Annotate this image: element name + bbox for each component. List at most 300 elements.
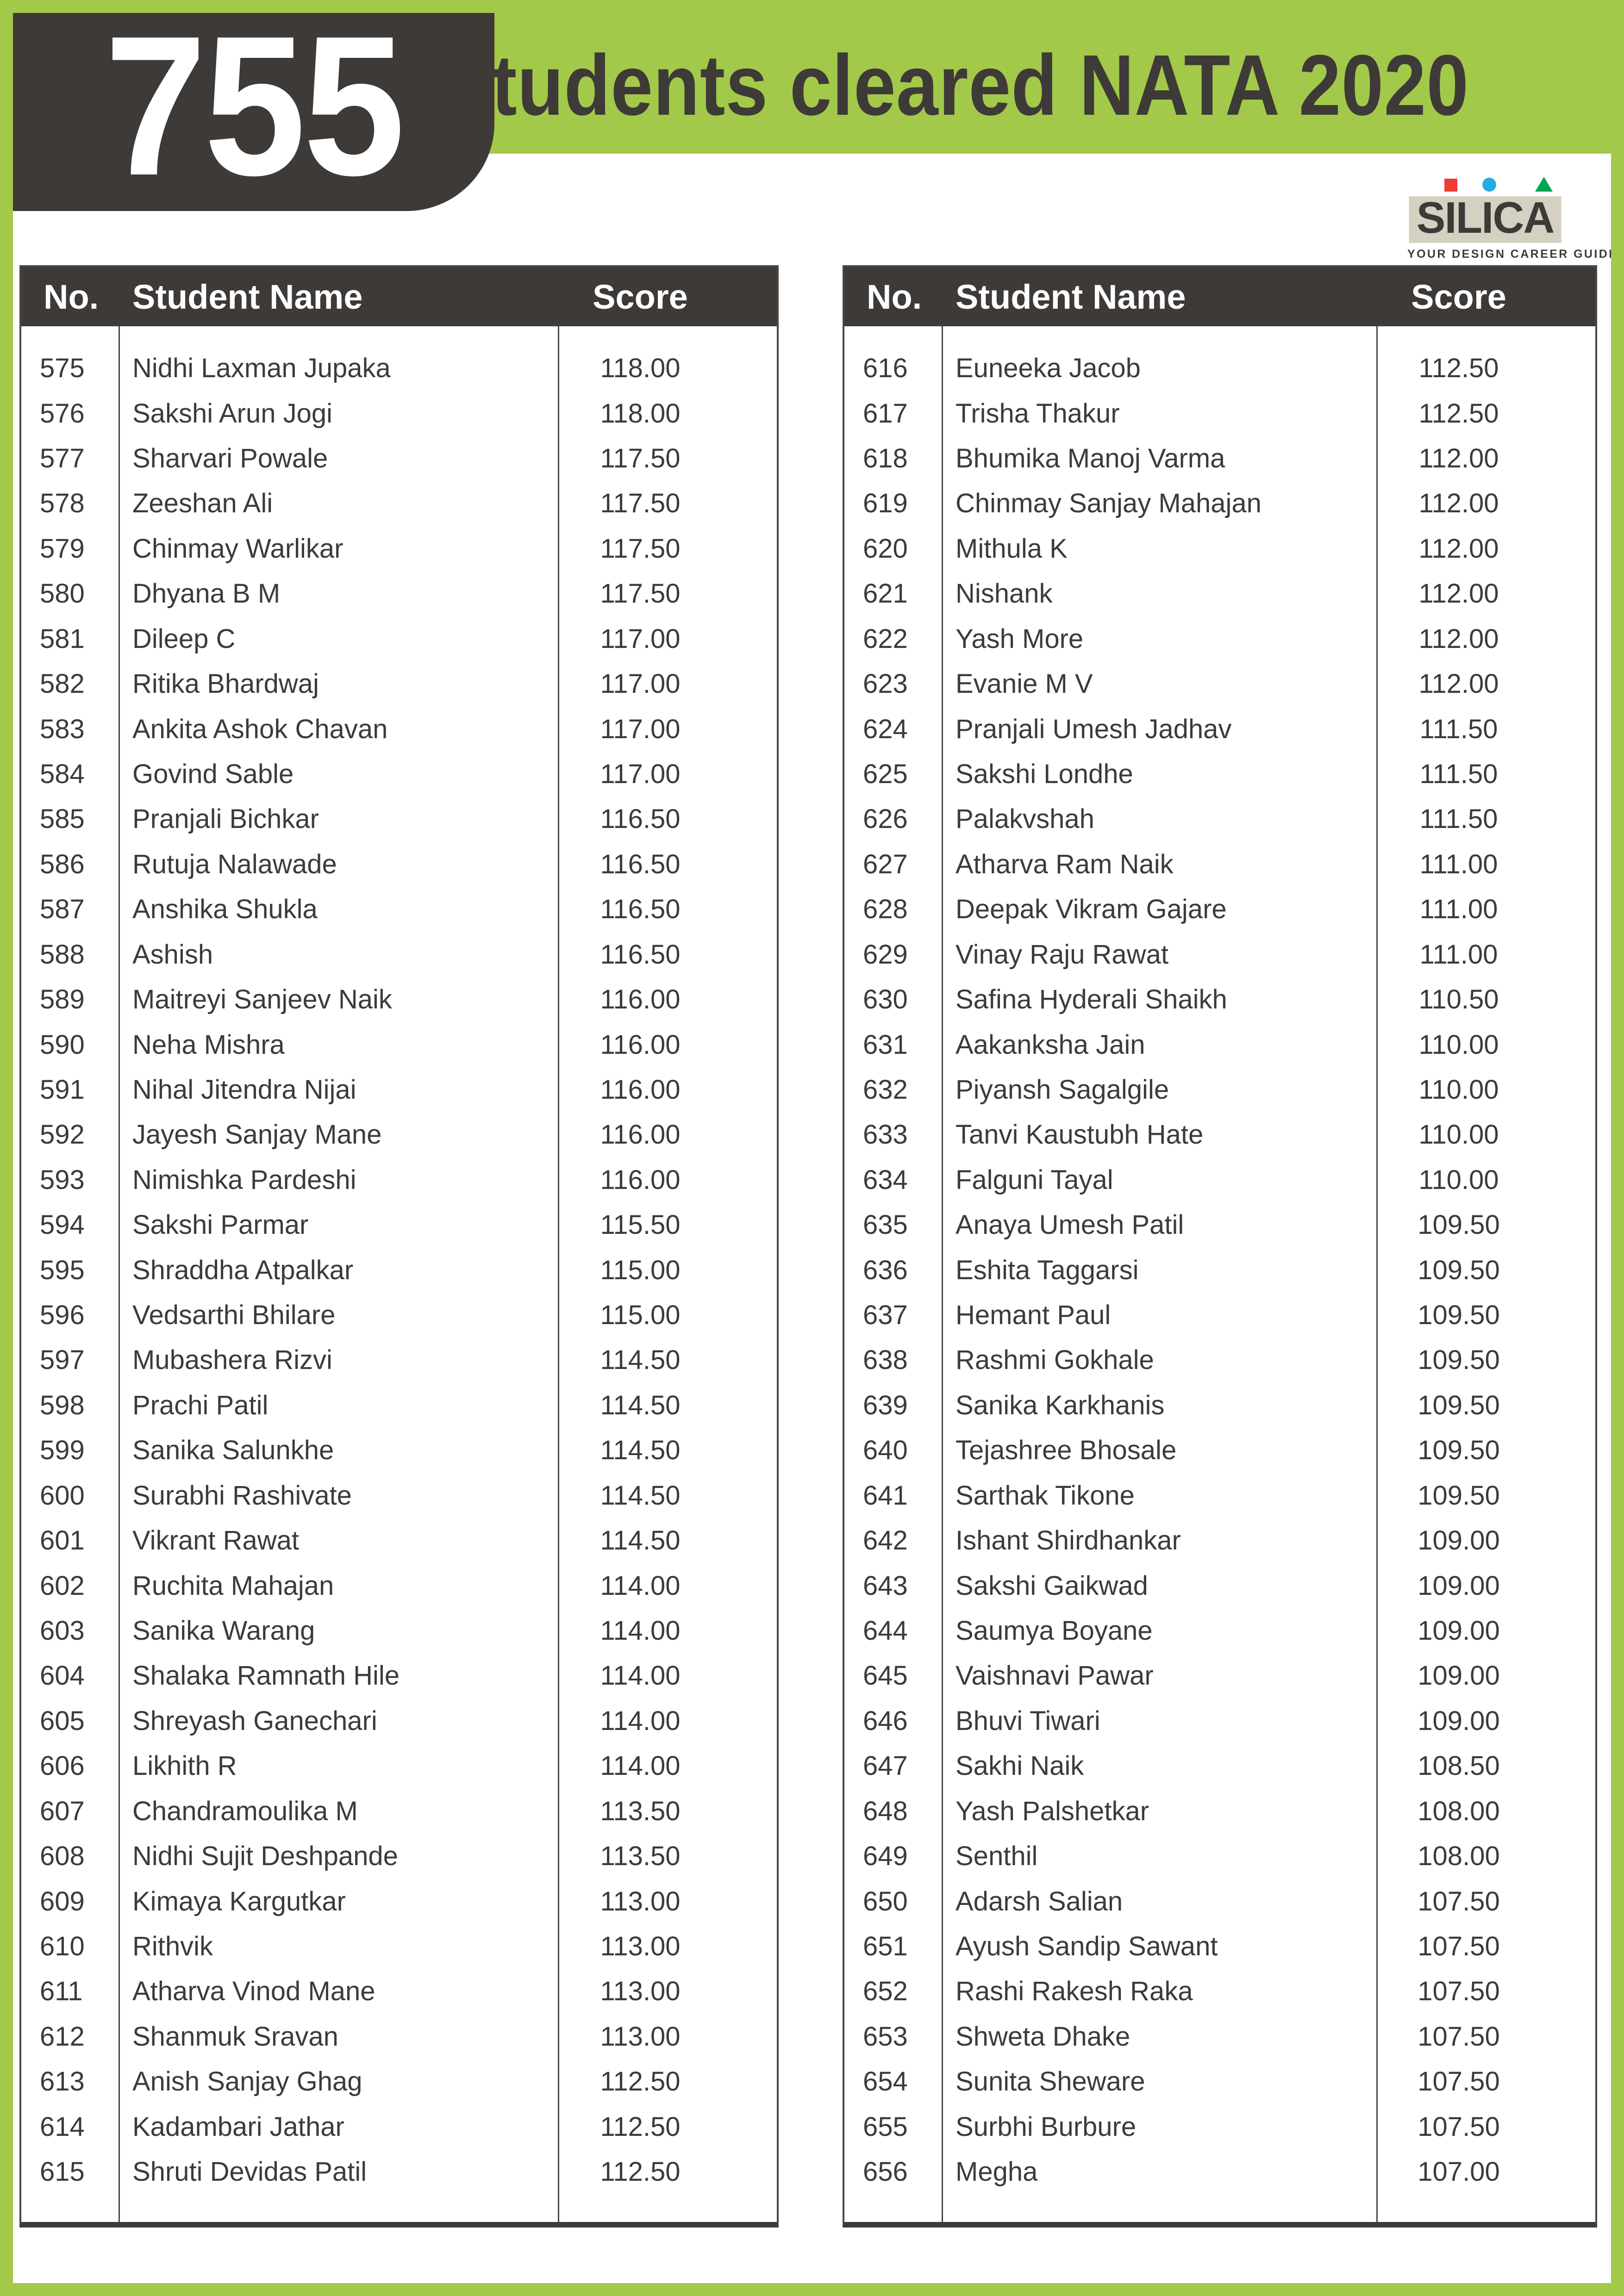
row-number: 635: [863, 1210, 908, 1240]
row-student-name: Vaishnavi Pawar: [956, 1661, 1154, 1691]
row-number: 656: [863, 2157, 908, 2187]
table-row: [21, 1022, 777, 1067]
row-score: 110.00: [1418, 1120, 1499, 1150]
table-row: [21, 1293, 777, 1338]
row-score: 109.00: [1418, 1525, 1500, 1556]
row-student-name: Vinay Raju Rawat: [956, 939, 1168, 970]
row-student-name: Aakanksha Jain: [956, 1029, 1145, 1060]
row-number: 618: [863, 443, 908, 474]
row-score: 117.00: [600, 669, 681, 699]
row-student-name: Nimishka Pardeshi: [132, 1164, 356, 1195]
row-number: 600: [40, 1480, 85, 1511]
row-student-name: Shalaka Ramnath Hile: [132, 1661, 400, 1691]
row-score: 109.00: [1418, 1661, 1500, 1691]
row-score: 110.00: [1418, 1074, 1499, 1105]
row-student-name: Vedsarthi Bhilare: [132, 1300, 336, 1331]
row-student-name: Pranjali Umesh Jadhav: [956, 714, 1232, 744]
row-student-name: Surabhi Rashivate: [132, 1480, 352, 1511]
row-number: 619: [863, 488, 908, 519]
row-number: 611: [40, 1976, 83, 2007]
row-score: 112.00: [1418, 669, 1499, 699]
row-number: 607: [40, 1796, 85, 1826]
logo-marks: [1407, 177, 1563, 193]
table-row: [844, 1789, 1595, 1834]
table-row: [844, 1879, 1595, 1923]
table-row: [21, 1112, 777, 1157]
row-number: 583: [40, 714, 85, 744]
table-row: [21, 436, 777, 481]
row-number: 623: [863, 669, 908, 699]
row-score: 116.50: [600, 849, 681, 879]
row-student-name: Pranjali Bichkar: [132, 804, 319, 834]
row-student-name: Surbhi Burbure: [956, 2111, 1137, 2142]
table-row: [844, 1383, 1595, 1428]
row-student-name: Sanika Karkhanis: [956, 1390, 1165, 1420]
row-score: 112.50: [1418, 353, 1499, 384]
table-row: [844, 571, 1595, 616]
table-row: [21, 2014, 777, 2059]
table-body: [844, 326, 1595, 2222]
row-number: 612: [40, 2021, 85, 2052]
column-header-no: No.: [44, 277, 99, 316]
row-score: 107.50: [1418, 2021, 1500, 2052]
page-title: Students cleared NATA 2020: [441, 37, 1469, 133]
table-row: [21, 1157, 777, 1202]
row-number: 584: [40, 759, 85, 789]
row-student-name: Neha Mishra: [132, 1029, 285, 1060]
row-score: 117.50: [600, 579, 681, 609]
row-number: 606: [40, 1751, 85, 1781]
row-score: 116.00: [600, 1164, 681, 1195]
row-number: 587: [40, 894, 85, 925]
row-score: 116.50: [600, 894, 681, 925]
row-student-name: Shreyash Ganechari: [132, 1705, 377, 1736]
row-number: 577: [40, 443, 85, 474]
table-row: [21, 1563, 777, 1608]
row-student-name: Tejashree Bhosale: [956, 1435, 1177, 1466]
row-score: 114.50: [600, 1435, 681, 1466]
row-student-name: Bhuvi Tiwari: [956, 1705, 1100, 1736]
row-number: 625: [863, 759, 908, 789]
row-student-name: Kimaya Kargutkar: [132, 1886, 346, 1916]
table-row: [21, 796, 777, 841]
row-number: 636: [863, 1255, 908, 1285]
row-student-name: Anish Sanjay Ghag: [132, 2066, 362, 2097]
row-student-name: Sharvari Powale: [132, 443, 328, 474]
row-student-name: Kadambari Jathar: [132, 2111, 344, 2142]
row-student-name: Adarsh Salian: [956, 1886, 1123, 1916]
row-student-name: Ankita Ashok Chavan: [132, 714, 388, 744]
table-row: [21, 346, 777, 391]
row-score: 108.00: [1418, 1841, 1500, 1872]
row-score: 109.50: [1418, 1300, 1500, 1331]
row-score: 107.50: [1418, 1976, 1500, 2007]
row-score: 109.50: [1418, 1480, 1500, 1511]
row-number: 593: [40, 1164, 85, 1195]
row-student-name: Mithula K: [956, 533, 1068, 564]
table-row: [21, 1202, 777, 1247]
row-number: 592: [40, 1120, 85, 1150]
row-score: 116.00: [600, 1074, 681, 1105]
row-student-name: Trisha Thakur: [956, 398, 1120, 429]
table-row: [21, 1428, 777, 1473]
row-student-name: Prachi Patil: [132, 1390, 269, 1420]
row-student-name: Nishank: [956, 579, 1053, 609]
row-student-name: Mubashera Rizvi: [132, 1345, 332, 1375]
column-header-no: No.: [867, 277, 922, 316]
row-number: 627: [863, 849, 908, 879]
table-row: [21, 391, 777, 436]
row-number: 638: [863, 1345, 908, 1375]
column-header-student-name: Student Name: [132, 277, 363, 316]
row-number: 621: [863, 579, 908, 609]
row-score: 114.00: [600, 1616, 681, 1646]
row-student-name: Anshika Shukla: [132, 894, 318, 925]
row-student-name: Piyansh Sagalgile: [956, 1074, 1169, 1105]
row-student-name: Ruchita Mahajan: [132, 1570, 334, 1601]
row-student-name: Sanika Salunkhe: [132, 1435, 334, 1466]
table-row: [844, 1834, 1595, 1879]
row-number: 637: [863, 1300, 908, 1331]
table-row: [21, 2059, 777, 2104]
table-row: [844, 1112, 1595, 1157]
row-student-name: Sunita Sheware: [956, 2066, 1145, 2097]
row-score: 109.50: [1418, 1255, 1500, 1285]
row-number: 594: [40, 1210, 85, 1240]
table-header: [21, 267, 777, 326]
row-number: 604: [40, 1661, 85, 1691]
column-header-score: Score: [1411, 277, 1506, 316]
row-student-name: Nihal Jitendra Nijai: [132, 1074, 356, 1105]
row-score: 111.00: [1419, 849, 1498, 879]
row-score: 107.50: [1418, 1931, 1500, 1961]
table-row: [844, 1608, 1595, 1653]
row-student-name: Rithvik: [132, 1931, 213, 1961]
row-score: 109.50: [1418, 1345, 1500, 1375]
row-number: 590: [40, 1029, 85, 1060]
row-score: 118.00: [600, 398, 681, 429]
row-student-name: Saumya Boyane: [956, 1616, 1153, 1646]
row-number: 651: [863, 1931, 908, 1961]
row-student-name: Vikrant Rawat: [132, 1525, 299, 1556]
column-divider: [119, 326, 120, 2222]
row-score: 109.00: [1418, 1616, 1500, 1646]
row-student-name: Zeeshan Ali: [132, 488, 273, 519]
count-badge: [13, 0, 494, 217]
table-row: [21, 1834, 777, 1879]
table-row: [21, 1338, 777, 1382]
row-score: 114.50: [600, 1480, 681, 1511]
row-score: 107.50: [1418, 2111, 1500, 2142]
table-row: [21, 752, 777, 796]
table-row: [21, 842, 777, 887]
row-score: 116.50: [600, 804, 681, 834]
row-student-name: Senthil: [956, 1841, 1038, 1872]
table-row: [21, 481, 777, 526]
row-score: 116.00: [600, 1029, 681, 1060]
logo-wordmark: SILICA: [1409, 196, 1561, 243]
row-student-name: Likhith R: [132, 1751, 237, 1781]
row-student-name: Shanmuk Sravan: [132, 2021, 338, 2052]
row-number: 589: [40, 984, 85, 1015]
row-number: 608: [40, 1841, 85, 1872]
table-row: [844, 346, 1595, 391]
row-score: 116.00: [600, 984, 681, 1015]
row-number: 586: [40, 849, 85, 879]
row-score: 114.00: [600, 1751, 681, 1781]
row-number: 649: [863, 1841, 908, 1872]
table-row: [844, 2059, 1595, 2104]
table-row: [844, 1338, 1595, 1382]
table-row: [844, 616, 1595, 661]
row-number: 616: [863, 353, 908, 384]
row-number: 632: [863, 1074, 908, 1105]
green-triangle-icon: [1535, 177, 1553, 192]
table-row: [21, 706, 777, 751]
table-row: [21, 1383, 777, 1428]
table-row: [21, 2104, 777, 2149]
row-score: 107.50: [1418, 2066, 1500, 2097]
row-student-name: Anaya Umesh Patil: [956, 1210, 1184, 1240]
row-number: 605: [40, 1705, 85, 1736]
row-number: 617: [863, 398, 908, 429]
row-number: 641: [863, 1480, 908, 1511]
row-number: 581: [40, 623, 85, 654]
row-student-name: Chandramoulika M: [132, 1796, 358, 1826]
row-student-name: Sarthak Tikone: [956, 1480, 1135, 1511]
table-row: [21, 1969, 777, 2014]
row-student-name: Yash More: [956, 623, 1084, 654]
row-score: 110.00: [1418, 1164, 1499, 1195]
row-number: 630: [863, 984, 908, 1015]
row-number: 603: [40, 1616, 85, 1646]
table-row: [21, 1247, 777, 1292]
table-row: [844, 1428, 1595, 1473]
row-student-name: Chinmay Sanjay Mahajan: [956, 488, 1262, 519]
row-score: 112.50: [600, 2157, 681, 2187]
table-row: [844, 1969, 1595, 2014]
table-row: [844, 481, 1595, 526]
table-row: [844, 796, 1595, 841]
row-student-name: Rutuja Nalawade: [132, 849, 337, 879]
row-score: 109.00: [1418, 1705, 1500, 1736]
row-score: 114.50: [600, 1390, 681, 1420]
row-score: 112.50: [600, 2066, 681, 2097]
row-number: 655: [863, 2111, 908, 2142]
column-header-score: Score: [593, 277, 688, 316]
row-student-name: Bhumika Manoj Varma: [956, 443, 1225, 474]
row-number: 629: [863, 939, 908, 970]
row-number: 654: [863, 2066, 908, 2097]
row-number: 622: [863, 623, 908, 654]
table-row: [844, 1743, 1595, 1788]
row-number: 644: [863, 1616, 908, 1646]
row-score: 107.50: [1418, 1886, 1500, 1916]
table-row: [844, 2149, 1595, 2194]
row-number: 578: [40, 488, 85, 519]
row-score: 107.00: [1418, 2157, 1500, 2187]
row-student-name: Ishant Shirdhankar: [956, 1525, 1181, 1556]
row-student-name: Sanika Warang: [132, 1616, 315, 1646]
row-student-name: Sakshi Parmar: [132, 1210, 309, 1240]
row-number: 575: [40, 353, 85, 384]
row-number: 615: [40, 2157, 85, 2187]
row-number: 585: [40, 804, 85, 834]
table-row: [21, 977, 777, 1022]
row-student-name: Euneeka Jacob: [956, 353, 1141, 384]
column-header-student-name: Student Name: [956, 277, 1186, 316]
row-score: 112.00: [1418, 533, 1499, 564]
row-number: 624: [863, 714, 908, 744]
row-score: 115.00: [600, 1255, 681, 1285]
row-number: 648: [863, 1796, 908, 1826]
row-number: 650: [863, 1886, 908, 1916]
red-square-icon: [1444, 179, 1457, 192]
row-student-name: Nidhi Sujit Deshpande: [132, 1841, 398, 1872]
table-row: [21, 526, 777, 571]
row-score: 112.00: [1418, 579, 1499, 609]
row-number: 631: [863, 1029, 908, 1060]
row-score: 112.00: [1418, 488, 1499, 519]
row-student-name: Sakhi Naik: [956, 1751, 1084, 1781]
row-score: 111.00: [1419, 894, 1498, 925]
row-score: 117.50: [600, 533, 681, 564]
row-number: 591: [40, 1074, 85, 1105]
table-row: [21, 887, 777, 932]
table-row: [21, 1699, 777, 1743]
table-row: [844, 1518, 1595, 1563]
table-row: [844, 932, 1595, 977]
row-student-name: Govind Sable: [132, 759, 294, 789]
row-score: 110.50: [1418, 984, 1499, 1015]
table-body: [21, 326, 777, 2222]
table-row: [844, 661, 1595, 706]
results-table: [843, 265, 1597, 2228]
row-score: 111.50: [1419, 759, 1498, 789]
row-score: 114.50: [600, 1345, 681, 1375]
row-score: 113.00: [600, 1886, 681, 1916]
row-number: 598: [40, 1390, 85, 1420]
row-student-name: Rashi Rakesh Raka: [956, 1976, 1193, 2007]
row-number: 614: [40, 2111, 85, 2142]
table-row: [844, 977, 1595, 1022]
column-divider: [1376, 326, 1378, 2222]
column-divider: [942, 326, 943, 2222]
row-number: 640: [863, 1435, 908, 1466]
table-row: [844, 391, 1595, 436]
row-number: 642: [863, 1525, 908, 1556]
row-number: 634: [863, 1164, 908, 1195]
row-score: 114.50: [600, 1525, 681, 1556]
row-student-name: Nidhi Laxman Jupaka: [132, 353, 391, 384]
logo-tagline: YOUR DESIGN CAREER GUIDE: [1407, 247, 1618, 261]
table-row: [844, 2014, 1595, 2059]
row-number: 599: [40, 1435, 85, 1466]
row-student-name: Ayush Sandip Sawant: [956, 1931, 1218, 1961]
row-number: 646: [863, 1705, 908, 1736]
row-student-name: Sakshi Gaikwad: [956, 1570, 1148, 1601]
table-row: [844, 2104, 1595, 2149]
table-header: [844, 267, 1595, 326]
blue-circle-icon: [1482, 178, 1496, 192]
row-student-name: Shraddha Atpalkar: [132, 1255, 354, 1285]
row-score: 113.00: [600, 1931, 681, 1961]
table-row: [844, 1022, 1595, 1067]
count-badge-number: 755: [105, 0, 403, 217]
table-row: [844, 1924, 1595, 1969]
table-row: [21, 1879, 777, 1923]
row-score: 108.00: [1418, 1796, 1500, 1826]
row-score: 117.00: [600, 759, 681, 789]
row-score: 113.50: [600, 1841, 681, 1872]
table-row: [844, 842, 1595, 887]
row-score: 111.50: [1419, 714, 1498, 744]
row-student-name: Evanie M V: [956, 669, 1093, 699]
row-score: 114.00: [600, 1570, 681, 1601]
row-number: 602: [40, 1570, 85, 1601]
table-row: [21, 1743, 777, 1788]
table-row: [844, 1563, 1595, 1608]
table-row: [844, 1202, 1595, 1247]
row-number: 597: [40, 1345, 85, 1375]
row-student-name: Shweta Dhake: [956, 2021, 1131, 2052]
row-score: 113.00: [600, 1976, 681, 2007]
row-student-name: Hemant Paul: [956, 1300, 1111, 1331]
row-number: 576: [40, 398, 85, 429]
row-student-name: Sakshi Londhe: [956, 759, 1133, 789]
row-student-name: Sakshi Arun Jogi: [132, 398, 333, 429]
table-row: [844, 1699, 1595, 1743]
row-student-name: Ritika Bhardwaj: [132, 669, 319, 699]
row-number: 620: [863, 533, 908, 564]
table-row: [21, 571, 777, 616]
row-student-name: Atharva Vinod Mane: [132, 1976, 375, 2007]
row-number: 628: [863, 894, 908, 925]
row-number: 653: [863, 2021, 908, 2052]
table-row: [844, 1157, 1595, 1202]
row-student-name: Maitreyi Sanjeev Naik: [132, 984, 392, 1015]
row-score: 112.00: [1418, 443, 1499, 474]
row-number: 609: [40, 1886, 85, 1916]
row-score: 115.50: [600, 1210, 681, 1240]
row-score: 110.00: [1418, 1029, 1499, 1060]
row-student-name: Eshita Taggarsi: [956, 1255, 1139, 1285]
results-table: [19, 265, 779, 2228]
table-row: [21, 1608, 777, 1653]
row-student-name: Tanvi Kaustubh Hate: [956, 1120, 1204, 1150]
table-row: [844, 526, 1595, 571]
row-number: 633: [863, 1120, 908, 1150]
row-score: 112.00: [1418, 623, 1499, 654]
row-number: 647: [863, 1751, 908, 1781]
table-row: [844, 1067, 1595, 1112]
table-row: [844, 1653, 1595, 1698]
row-score: 117.50: [600, 443, 681, 474]
row-score: 109.50: [1418, 1435, 1500, 1466]
row-score: 113.50: [600, 1796, 681, 1826]
table-row: [21, 2149, 777, 2194]
row-score: 109.50: [1418, 1390, 1500, 1420]
table-row: [21, 1473, 777, 1518]
row-number: 613: [40, 2066, 85, 2097]
column-divider: [558, 326, 559, 2222]
row-number: 579: [40, 533, 85, 564]
row-number: 652: [863, 1976, 908, 2007]
row-student-name: Atharva Ram Naik: [956, 849, 1174, 879]
row-score: 108.50: [1418, 1751, 1500, 1781]
table-row: [844, 706, 1595, 751]
row-student-name: Palakvshah: [956, 804, 1094, 834]
